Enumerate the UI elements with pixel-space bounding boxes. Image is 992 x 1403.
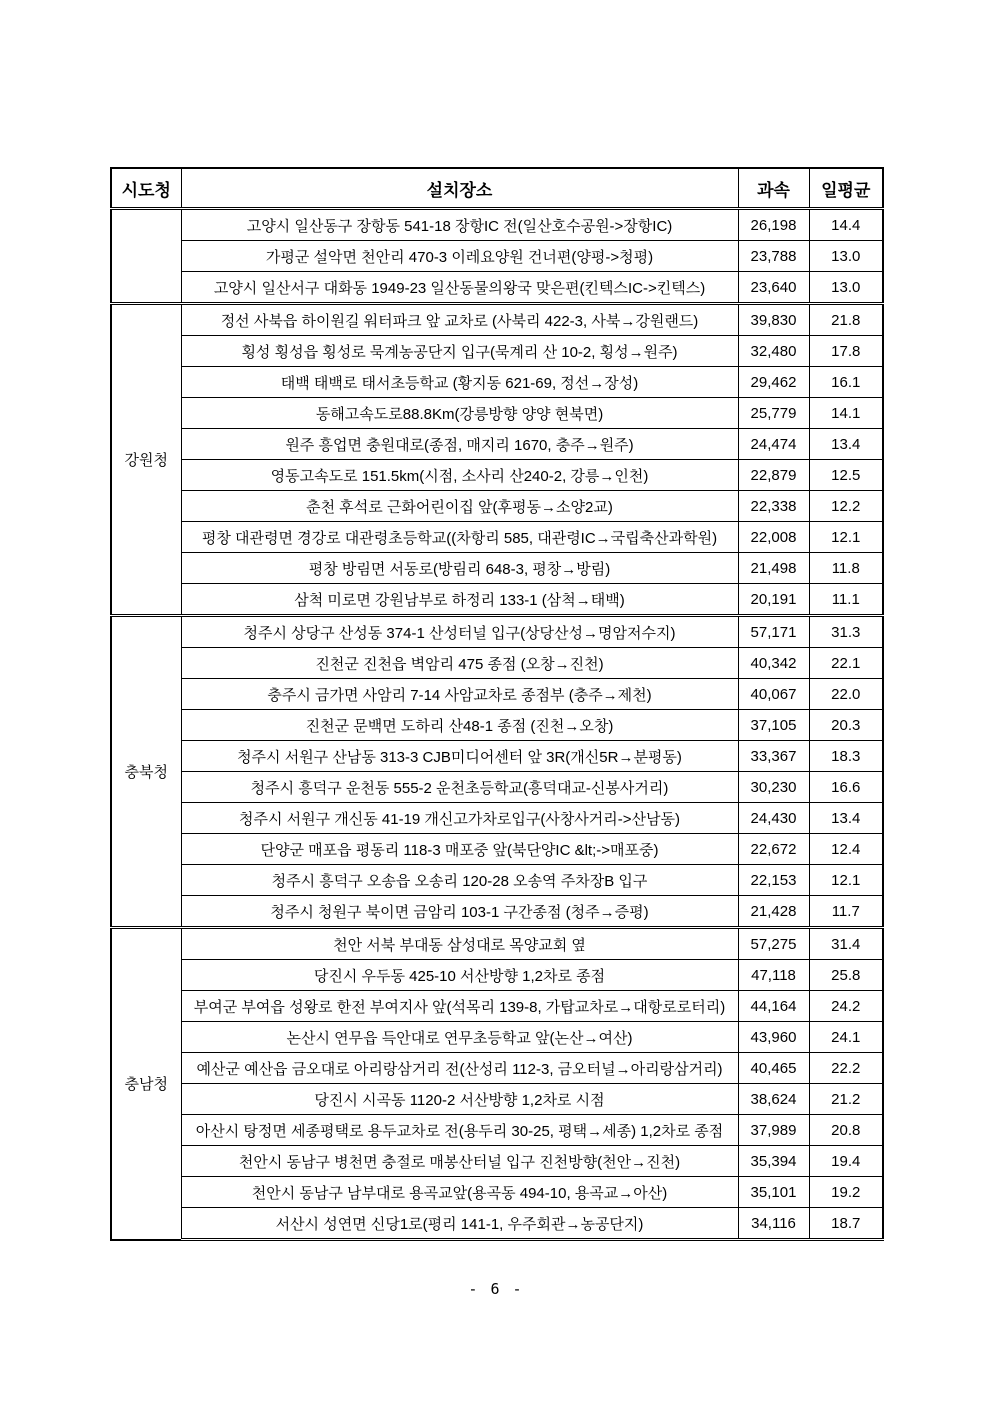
column-header-location: 설치장소 [181,168,738,209]
daily-average-cell: 14.4 [809,209,883,241]
speeding-cell: 47,118 [738,960,809,991]
location-text: 당진시 시곡동 1120-2 서산방향 1,2차로 시점 [314,1091,605,1109]
daily-average-cell: 24.1 [809,1022,883,1053]
location-text: 춘천 후석로 근화어린이집 앞(후평동→소양2교) [306,498,613,516]
location-cell [181,1146,738,1177]
location-text: 가평군 설악면 천안리 470-3 이레요양원 건너편(양평->청평) [265,248,654,266]
table-row [111,741,883,772]
location-text: 청주시 서원구 개신동 41-19 개신고가차로입구(사창사거리->산남동) [238,810,681,828]
table-row [111,679,883,710]
daily-average-cell: 17.8 [809,336,883,367]
table-row [111,896,883,928]
table-row [111,241,883,272]
location-cell [181,865,738,896]
table-row [111,1115,883,1146]
daily-average-cell: 16.6 [809,772,883,803]
location-cell [181,398,738,429]
daily-average-cell: 12.1 [809,522,883,553]
daily-average-cell: 21.8 [809,304,883,336]
table-row [111,491,883,522]
location-cell [181,803,738,834]
location-cell [181,304,738,336]
location-cell [181,1208,738,1240]
daily-average-cell: 11.8 [809,553,883,584]
location-text: 영동고속도로 151.5km(시점, 소사리 산240-2, 강릉→인천) [270,467,649,485]
table-row [111,1022,883,1053]
location-cell [181,616,738,648]
daily-average-cell: 19.2 [809,1177,883,1208]
daily-average-cell: 14.1 [809,398,883,429]
speeding-cell: 38,624 [738,1084,809,1115]
location-cell [181,928,738,960]
location-cell [181,896,738,928]
speed-camera-table [110,167,884,1241]
location-text: 청주시 서원구 산남동 313-3 CJB미디어센터 앞 3R(개신5R→분평동) [237,748,682,766]
location-cell [181,1053,738,1084]
daily-average-cell: 16.1 [809,367,883,398]
daily-average-cell: 12.4 [809,834,883,865]
location-text: 충주시 금가면 사암리 7-14 사암교차로 종점부 (충주→제천) [267,686,652,704]
table-row [111,1177,883,1208]
location-cell [181,460,738,491]
daily-average-cell: 12.2 [809,491,883,522]
location-text: 태백 태백로 태서초등학교 (황지동 621-69, 정선→장성) [280,374,639,392]
table-row [111,553,883,584]
speeding-cell: 37,989 [738,1115,809,1146]
location-text: 고양시 일산동구 장항동 541-18 장항IC 전(일산호수공원->장항IC) [246,217,673,235]
speeding-cell: 37,105 [738,710,809,741]
column-header-agency: 시도청 [111,168,181,209]
speeding-cell: 23,640 [738,272,809,304]
location-cell [181,679,738,710]
daily-average-cell: 18.7 [809,1208,883,1240]
location-text: 횡성 횡성읍 횡성로 묵계농공단지 입구(묵계리 산 10-2, 횡성→원주) [241,343,678,361]
location-text: 청주시 상당구 산성동 374-1 산성터널 입구(상당산성→명암저수지) [243,624,676,642]
daily-average-cell: 11.7 [809,896,883,928]
table-row [111,648,883,679]
table-row [111,460,883,491]
table-row [111,336,883,367]
daily-average-cell: 22.1 [809,648,883,679]
location-text: 정선 사북읍 하이원길 워터파크 앞 교차로 (사북리 422-3, 사북→강원랜드) [220,312,699,330]
speeding-cell: 21,428 [738,896,809,928]
table-row [111,928,883,960]
daily-average-cell: 13.0 [809,241,883,272]
location-cell [181,491,738,522]
daily-average-cell: 22.0 [809,679,883,710]
daily-average-cell: 18.3 [809,741,883,772]
column-header-daily-average: 일평균 [809,168,883,209]
table-row [111,710,883,741]
location-text: 삼척 미로면 강원남부로 하정리 133-1 (삼척→태백) [294,591,625,609]
location-text: 논산시 연무읍 득안대로 연무초등학교 앞(논산→여산) [286,1029,633,1047]
daily-average-cell: 21.2 [809,1084,883,1115]
speeding-cell: 43,960 [738,1022,809,1053]
location-cell [181,834,738,865]
speeding-cell: 44,164 [738,991,809,1022]
speeding-cell: 22,008 [738,522,809,553]
location-text: 부여군 부여읍 성왕로 한전 부여지사 앞(석목리 139-8, 가탑교차로→대항로로터리) [193,998,726,1016]
daily-average-cell: 25.8 [809,960,883,991]
speeding-cell: 33,367 [738,741,809,772]
location-cell [181,1022,738,1053]
table-row [111,584,883,616]
table-row [111,367,883,398]
location-text: 청주시 흥덕구 운천동 555-2 운천초등학교(흥덕대교-신봉사거리) [250,779,669,797]
speeding-cell: 23,788 [738,241,809,272]
table-row [111,304,883,336]
speeding-cell: 21,498 [738,553,809,584]
speeding-cell: 35,394 [738,1146,809,1177]
location-text: 청주시 흥덕구 오송읍 오송리 120-28 오송역 주차장B 입구 [271,872,648,890]
table-row [111,429,883,460]
table-row [111,1208,883,1240]
table-row [111,272,883,304]
location-cell [181,367,738,398]
speeding-cell: 40,067 [738,679,809,710]
speeding-cell: 57,171 [738,616,809,648]
location-text: 평창 방림면 서동로(방림리 648-3, 평창→방림) [308,560,611,578]
location-cell [181,1115,738,1146]
daily-average-cell: 31.4 [809,928,883,960]
speeding-cell: 57,275 [738,928,809,960]
location-text: 천안 서북 부대동 삼성대로 목양교회 옆 [333,936,586,954]
location-cell [181,272,738,304]
table-row [111,616,883,648]
location-text: 진천군 문백면 도하리 산48-1 종점 (진천→오창) [305,717,614,735]
table-row [111,772,883,803]
speeding-cell: 34,116 [738,1208,809,1240]
speeding-cell: 20,191 [738,584,809,616]
location-text: 청주시 청원구 북이면 금암리 103-1 구간종점 (청주→증평) [270,903,649,921]
location-cell [181,241,738,272]
daily-average-cell: 24.2 [809,991,883,1022]
speeding-cell: 24,474 [738,429,809,460]
daily-average-cell: 31.3 [809,616,883,648]
page-number: - 6 - [468,1280,524,1298]
location-cell [181,553,738,584]
table-row [111,398,883,429]
agency-cell: 충북청 [111,616,181,928]
location-text: 아산시 탕정면 세종평택로 용두교차로 전(용두리 30-25, 평택→세종) 1,2차로 종점 [195,1122,724,1140]
location-cell [181,336,738,367]
table-row [111,209,883,241]
speeding-cell: 40,342 [738,648,809,679]
daily-average-cell: 11.1 [809,584,883,616]
agency-cell: 충남청 [111,928,181,1240]
table-row [111,834,883,865]
location-text: 진천군 진천읍 벽암리 475 종점 (오창→진천) [315,655,604,673]
location-cell [181,741,738,772]
speeding-cell: 32,480 [738,336,809,367]
daily-average-cell: 12.5 [809,460,883,491]
table-row [111,1146,883,1177]
speeding-cell: 22,672 [738,834,809,865]
location-text: 예산군 예산읍 금오대로 아리랑삼거리 전(산성리 112-3, 금오터널→아리랑삼거리) [196,1060,723,1078]
speeding-cell: 26,198 [738,209,809,241]
location-cell [181,209,738,241]
location-cell [181,710,738,741]
daily-average-cell: 13.0 [809,272,883,304]
speeding-cell: 29,462 [738,367,809,398]
table-row [111,865,883,896]
table-row [111,991,883,1022]
speeding-cell: 40,465 [738,1053,809,1084]
table-body [111,209,883,1240]
daily-average-cell: 13.4 [809,803,883,834]
location-text: 천안시 동남구 병천면 충절로 매봉산터널 입구 진천방향(천안→진천) [238,1153,681,1171]
table-row [111,960,883,991]
speeding-cell: 22,338 [738,491,809,522]
speeding-cell: 22,879 [738,460,809,491]
column-header-speeding: 과속 [738,168,809,209]
location-cell [181,991,738,1022]
agency-cell [111,209,181,304]
location-text: 당진시 우두동 425-10 서산방향 1,2차로 종점 [313,967,606,985]
daily-average-cell: 22.2 [809,1053,883,1084]
location-text: 천안시 동남구 남부대로 용곡교앞(용곡동 494-10, 용곡교→아산) [251,1184,668,1202]
table-header-row [111,168,883,209]
speeding-cell: 35,101 [738,1177,809,1208]
location-text: 서산시 성연면 신당1로(평리 141-1, 우주회관→농공단지) [275,1215,644,1233]
daily-average-cell: 13.4 [809,429,883,460]
speeding-cell: 30,230 [738,772,809,803]
location-text: 동해고속도로88.8Km(강릉방향 양양 현북면) [315,405,604,423]
location-text: 평창 대관령면 경강로 대관령초등학교((차항리 585, 대관령IC→국립축산과학원) [201,529,718,547]
location-cell [181,584,738,616]
daily-average-cell: 19.4 [809,1146,883,1177]
location-cell [181,772,738,803]
location-cell [181,1084,738,1115]
speeding-cell: 25,779 [738,398,809,429]
location-cell [181,960,738,991]
location-text: 단양군 매포읍 평동리 118-3 매포중 앞(북단양IC &lt;->매포중) [260,841,659,859]
table-row [111,1053,883,1084]
location-text: 고양시 일산서구 대화동 1949-23 일산동물의왕국 맞은편(킨텍스IC->킨텍스) [213,279,706,297]
table-row [111,803,883,834]
location-cell [181,429,738,460]
speeding-cell: 39,830 [738,304,809,336]
location-text: 원주 흥업면 충원대로(종점, 매지리 1670, 충주→원주) [285,436,634,454]
table-row [111,1084,883,1115]
daily-average-cell: 20.3 [809,710,883,741]
daily-average-cell: 20.8 [809,1115,883,1146]
location-cell [181,648,738,679]
daily-average-cell: 12.1 [809,865,883,896]
agency-cell: 강원청 [111,304,181,616]
location-cell [181,522,738,553]
location-cell [181,1177,738,1208]
speeding-cell: 24,430 [738,803,809,834]
table-row [111,522,883,553]
speeding-cell: 22,153 [738,865,809,896]
document-page [110,167,882,1241]
